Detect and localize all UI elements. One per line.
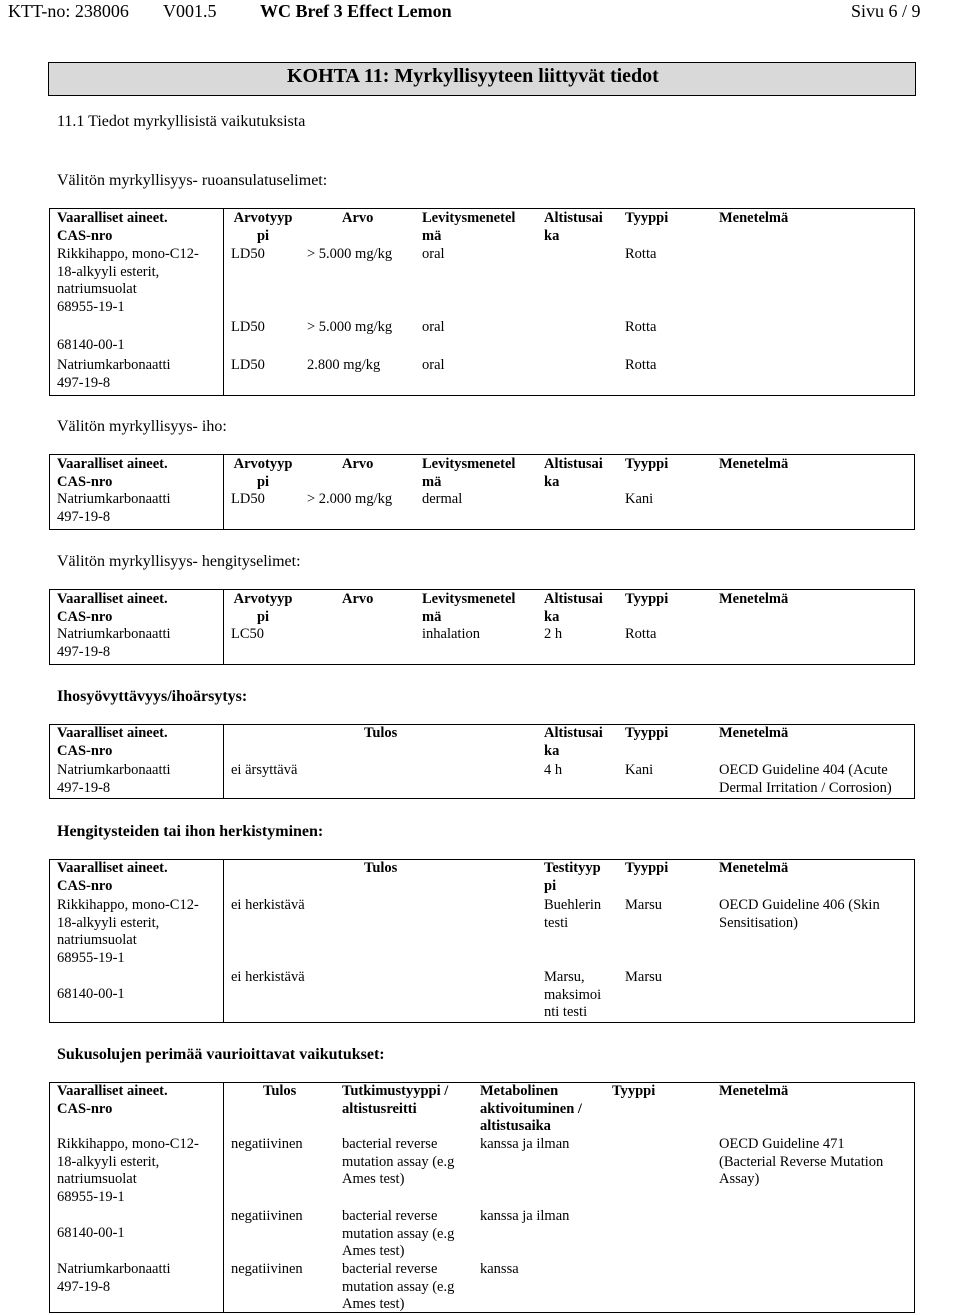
- inhalation-toxicity-heading: Välitön myrkyllisyys- hengityselimet:: [57, 553, 301, 570]
- table-divider: [223, 1082, 224, 1313]
- substance-name: Rikkihappo, mono-C12- 18-alkyyli esterit, natriumsuolat 68955-19-1: [57, 246, 199, 315]
- result: negatiivinen: [231, 1208, 303, 1224]
- species: Kani: [625, 491, 654, 507]
- test-route: bacterial reverse mutation assay (e.g Ames test): [342, 1136, 455, 1187]
- header-route: Levitysmenetel mä: [422, 456, 516, 490]
- header-exposure: Altistusai ka: [544, 210, 603, 244]
- header-method: Menetelmä: [719, 210, 789, 226]
- substance-name: Rikkihappo, mono-C12- 18-alkyyli esterit, natriumsuolat 68955-19-1: [57, 1136, 199, 1205]
- species: Rotta: [625, 626, 657, 642]
- product-name: WC Bref 3 Effect Lemon: [260, 1, 452, 21]
- header-substance: Vaaralliset aineet. CAS-nro: [57, 210, 168, 244]
- test-route: bacterial reverse mutation assay (e.g Ames test): [342, 1208, 455, 1259]
- route: dermal: [422, 491, 463, 507]
- header-test-type: Testityyp pi: [544, 860, 601, 894]
- sensitisation-heading: Hengitysteiden tai ihon herkistyminen:: [57, 823, 324, 840]
- toxicity-value: 2.800 mg/kg: [307, 357, 381, 373]
- substance-name: 68140-00-1: [57, 337, 125, 353]
- species: Rotta: [625, 319, 657, 335]
- route: oral: [422, 319, 445, 335]
- result: negatiivinen: [231, 1261, 303, 1277]
- test-type: Buehlerin testi: [544, 897, 602, 931]
- metabolic-activation: kanssa ja ilman: [480, 1136, 570, 1152]
- mutagenicity-heading: Sukusolujen perimää vaurioittavat vaikutukset:: [57, 1046, 385, 1063]
- header-result: Tulos: [263, 1083, 297, 1099]
- route: oral: [422, 246, 445, 262]
- header-species: Tyyppi: [625, 210, 669, 226]
- value-type: LD50: [231, 491, 265, 507]
- skin-irritation-heading: Ihosyövyttävyys/ihoärsytys:: [57, 688, 248, 705]
- header-value-type: Arvotyyp pi: [233, 456, 293, 490]
- toxicity-value: > 2.000 mg/kg: [307, 491, 393, 507]
- substance-name: 68140-00-1: [57, 1225, 125, 1241]
- substance-name: Natriumkarbonaatti 497-19-8: [57, 357, 171, 391]
- header-metabolic-activation: Metabolinen aktivoituminen / altistusaika: [480, 1083, 582, 1134]
- header-value: Arvo: [342, 210, 374, 226]
- value-type: LD50: [231, 246, 265, 262]
- document-version: V001.5: [163, 1, 217, 21]
- result: ei herkistävä: [231, 969, 305, 985]
- header-substance: Vaaralliset aineet. CAS-nro: [57, 456, 168, 490]
- header-species: Tyyppi: [625, 456, 669, 472]
- header-method: Menetelmä: [719, 591, 789, 607]
- value-type: LD50: [231, 319, 265, 335]
- value-type: LD50: [231, 357, 265, 373]
- document-id: KTT-no: 238006: [8, 1, 129, 21]
- substance-name: Natriumkarbonaatti 497-19-8: [57, 1261, 171, 1295]
- header-value-type: Arvotyyp pi: [233, 591, 293, 625]
- header-value: Arvo: [342, 591, 374, 607]
- header-species: Tyyppi: [625, 860, 669, 876]
- substance-name: Natriumkarbonaatti 497-19-8: [57, 626, 171, 660]
- table-divider: [223, 859, 224, 1023]
- header-value-type: Arvotyyp pi: [233, 210, 293, 244]
- route: oral: [422, 357, 445, 373]
- header-species: Tyyppi: [625, 725, 669, 741]
- route: inhalation: [422, 626, 480, 642]
- result: negatiivinen: [231, 1136, 303, 1152]
- table-divider: [223, 724, 224, 799]
- method: OECD Guideline 471 (Bacterial Reverse Mutation Assay): [719, 1136, 884, 1187]
- substance-name: Rikkihappo, mono-C12- 18-alkyyli esterit, natriumsuolat 68955-19-1: [57, 897, 199, 966]
- table-divider: [223, 454, 224, 530]
- header-route: Levitysmenetel mä: [422, 210, 516, 244]
- substance-name: Natriumkarbonaatti 497-19-8: [57, 762, 171, 796]
- header-species: Tyyppi: [612, 1083, 656, 1099]
- substance-name: Natriumkarbonaatti 497-19-8: [57, 491, 171, 525]
- header-substance: Vaaralliset aineet. CAS-nro: [57, 591, 168, 625]
- exposure-time: 4 h: [544, 762, 563, 778]
- header-method: Menetelmä: [719, 725, 789, 741]
- header-substance: Vaaralliset aineet. CAS-nro: [57, 1083, 168, 1117]
- header-exposure: Altistusai ka: [544, 456, 603, 490]
- header-exposure: Altistusai ka: [544, 591, 603, 625]
- exposure-time: 2 h: [544, 626, 563, 642]
- species: Rotta: [625, 357, 657, 373]
- header-result: Tulos: [364, 860, 398, 876]
- header-route: Levitysmenetel mä: [422, 591, 516, 625]
- test-route: bacterial reverse mutation assay (e.g Ames test): [342, 1261, 455, 1312]
- species: Marsu: [625, 897, 663, 913]
- header-exposure: Altistusai ka: [544, 725, 603, 759]
- header-result: Tulos: [364, 725, 398, 741]
- method: OECD Guideline 404 (Acute Dermal Irritation / Corrosion): [719, 762, 892, 796]
- header-species: Tyyppi: [625, 591, 669, 607]
- header-method: Menetelmä: [719, 860, 789, 876]
- species: Marsu: [625, 969, 663, 985]
- toxicity-value: > 5.000 mg/kg: [307, 246, 393, 262]
- substance-name: 68140-00-1: [57, 986, 125, 1002]
- table-divider: [223, 589, 224, 665]
- value-type: LC50: [231, 626, 265, 642]
- header-substance: Vaaralliset aineet. CAS-nro: [57, 860, 168, 894]
- section-title: KOHTA 11: Myrkyllisyyteen liittyvät tiedot: [287, 65, 659, 87]
- header-test-route: Tutkimustyyppi / altistusreitti: [342, 1083, 449, 1117]
- header-substance: Vaaralliset aineet. CAS-nro: [57, 725, 168, 759]
- metabolic-activation: kanssa: [480, 1261, 519, 1277]
- dermal-toxicity-heading: Välitön myrkyllisyys- iho:: [57, 418, 227, 435]
- species: Kani: [625, 762, 654, 778]
- oral-toxicity-heading: Välitön myrkyllisyys- ruoansulatuselimet:: [57, 172, 328, 189]
- header-method: Menetelmä: [719, 456, 789, 472]
- result: ei ärsyttävä: [231, 762, 298, 778]
- header-method: Menetelmä: [719, 1083, 789, 1099]
- method: OECD Guideline 406 (Skin Sensitisation): [719, 897, 880, 931]
- toxicity-value: > 5.000 mg/kg: [307, 319, 393, 335]
- page-number: Sivu 6 / 9: [851, 1, 921, 21]
- table-divider: [223, 208, 224, 396]
- result: ei herkistävä: [231, 897, 305, 913]
- species: Rotta: [625, 246, 657, 262]
- subsection-title: 11.1 Tiedot myrkyllisistä vaikutuksista: [57, 113, 306, 130]
- test-type: Marsu, maksimoi nti testi: [544, 969, 602, 1020]
- metabolic-activation: kanssa ja ilman: [480, 1208, 570, 1224]
- header-value: Arvo: [342, 456, 374, 472]
